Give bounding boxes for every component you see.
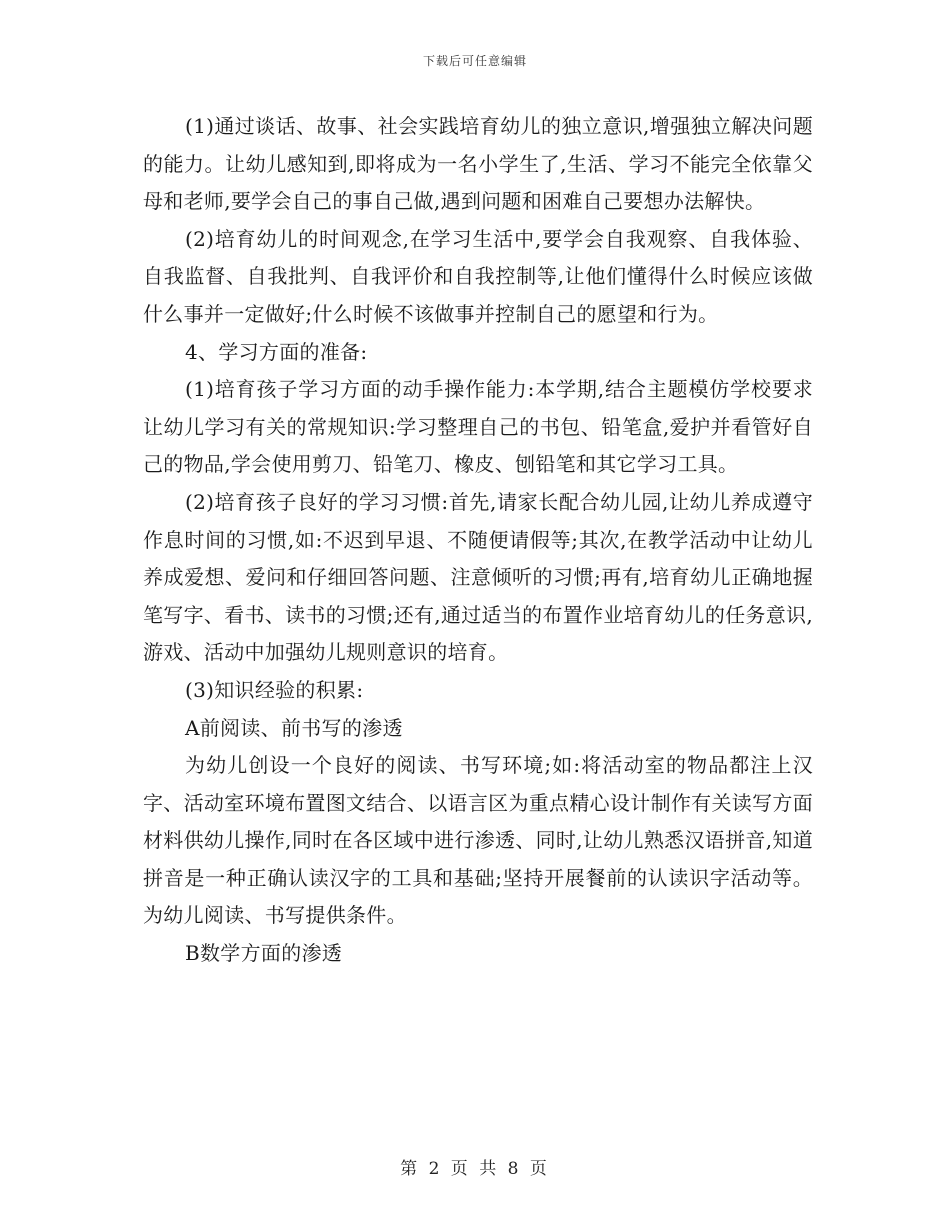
paragraph-hands-on-ability: (1)培育孩子学习方面的动手操作能力:本学期,结合主题模仿学校要求让幼儿学习有关的常规知识:学习整理自己的书包、铅笔盒,爱护并看管好自己的物品,学会使用剪刀、铅笔刀、橡皮、刨铅笔和其它学习工具。 [143, 377, 813, 477]
paragraph-time-concept: (2)培育幼儿的时间观念,在学习生活中,要学会自我观察、自我体验、自我监督、自我批判、自我评价和自我控制等,让他们懂得什么时候应该做什么事并一定做好;什么时候不该做事并控制自己的愿望和行为。 [143, 226, 813, 326]
paragraph-reading-environment: 为幼儿创设一个良好的阅读、书写环境;如:将活动室的物品都注上汉字、活动室环境布置图文结合、以语言区为重点精心设计制作有关读写方面材料供幼儿操作,同时在各区域中进行渗透、同时,让幼儿熟悉汉语拼音,知道拼音是一种正确认读汉字的工具和基础;坚持开展餐前的认读识字活动等。为幼儿阅读、书写提供条件。 [143, 753, 813, 928]
document-body [143, 108, 813, 973]
page-header: 下载后可任意编辑 [422, 54, 527, 68]
paragraph-learning-habits: (2)培育孩子良好的学习习惯:首先,请家长配合幼儿园,让幼儿养成遵守作息时间的习惯,如:不迟到早退、不随便请假等;其次,在教学活动中让幼儿养成爱想、爱问和仔细回答问题、注意倾听的习惯;再有,培育幼儿正确地握笔写字、看书、读书的习惯;还有,通过适当的布置作业培育幼儿的任务意识,游戏、活动中加强幼儿规则意识的培育。 [143, 489, 813, 665]
paragraph-independence: (1)通过谈话、故事、社会实践培育幼儿的独立意识,增强独立解决问题的能力。让幼儿感知到,即将成为一名小学生了,生活、学习不能完全依靠父母和老师,要学会自己的事自己做,遇到问题和困难自己要想办法解快。 [143, 114, 813, 214]
subheading-knowledge: (3)知识经验的积累: [185, 677, 364, 702]
subheading-math: B数学方面的渗透 [185, 941, 343, 966]
section-heading-learning-prep: 4、学习方面的准备: [185, 339, 368, 364]
page-footer: 第 2 页 共 8 页 [400, 1159, 550, 1179]
subheading-reading-writing: A前阅读、前书写的渗透 [185, 715, 403, 740]
